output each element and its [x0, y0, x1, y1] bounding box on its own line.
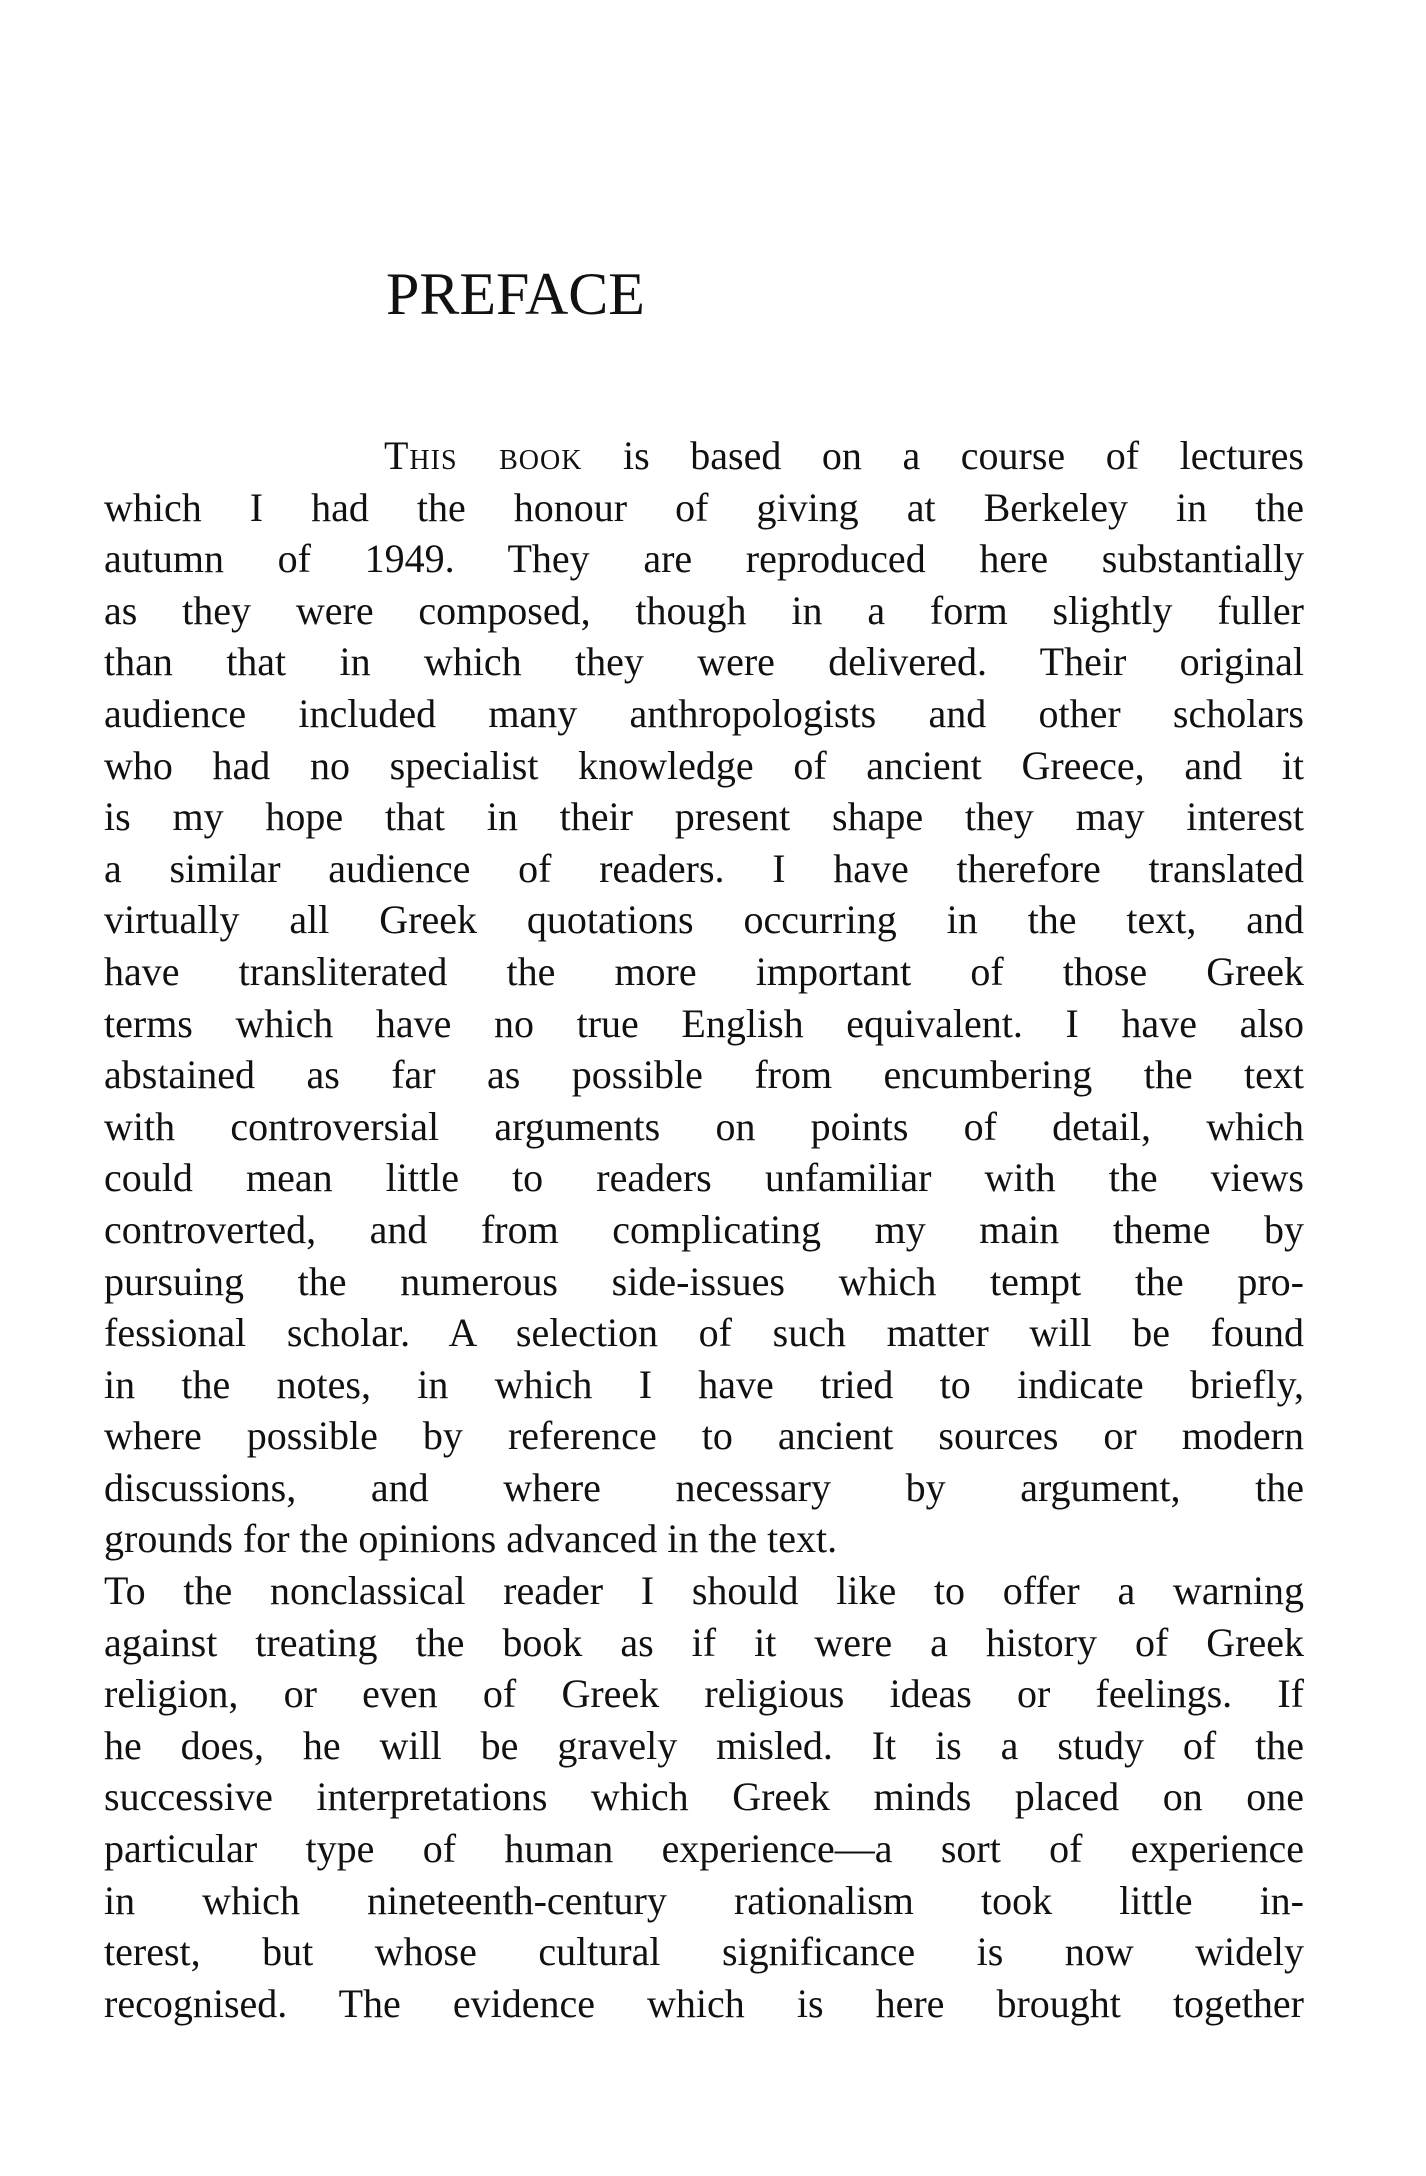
- text-line: grounds for the opinions advanced in the text.: [104, 1516, 838, 1562]
- text-line: against treating the book as if it were a history of Greek: [104, 1619, 1304, 1665]
- text-line: with controversial arguments on points of detail, which: [104, 1103, 1304, 1149]
- page-title: PREFACE: [386, 261, 645, 327]
- text-line: religion, or even of Greek religious ideas or feelings. If: [104, 1671, 1304, 1717]
- text-line: which I had the honour of giving at Berkeley in the: [104, 484, 1304, 530]
- text-line: controverted, and from complicating my main theme by: [104, 1206, 1304, 1252]
- text-line: than that in which they were delivered. Their original: [104, 639, 1304, 685]
- text-line: terms which have no true English equivalent. I have also: [104, 1000, 1304, 1046]
- text-line: discussions, and where necessary by argument, the: [104, 1464, 1304, 1510]
- text-line: who had no specialist knowledge of ancient Greece, and it: [104, 742, 1304, 788]
- lead-small-caps: This book: [384, 433, 583, 478]
- preface-body: [104, 430, 1304, 2029]
- text-line: particular type of human experience—a sort of experience: [104, 1826, 1304, 1872]
- text-line: virtually all Greek quotations occurring in the text, and: [104, 897, 1304, 943]
- text-line: pursuing the numerous side-issues which tempt the pro-: [104, 1258, 1304, 1304]
- text-line: in the notes, in which I have tried to indicate briefly,: [104, 1361, 1304, 1407]
- text-line: abstained as far as possible from encumbering the text: [104, 1052, 1304, 1098]
- text-line: could mean little to readers unfamiliar with the views: [104, 1155, 1304, 1201]
- text-line: a similar audience of readers. I have therefore translated: [104, 845, 1304, 891]
- paragraph-1-line-1: [104, 430, 1304, 482]
- text-line: autumn of 1949. They are reproduced here substantially: [104, 536, 1304, 582]
- text-line: recognised. The evidence which is here brought together: [104, 1980, 1304, 2026]
- text-line: he does, he will be gravely misled. It is a study of the: [104, 1722, 1304, 1768]
- text-line: where possible by reference to ancient sources or modern: [104, 1413, 1304, 1459]
- paragraph-2-line-1: To the nonclassical reader I should like to offer a warning: [104, 1568, 1304, 1614]
- text-line: successive interpretations which Greek minds placed on one: [104, 1774, 1304, 1820]
- text-line: is my hope that in their present shape they may interest: [104, 794, 1304, 840]
- text-line: fessional scholar. A selection of such matter will be found: [104, 1310, 1304, 1356]
- text-line: audience included many anthropologists and other scholars: [104, 690, 1304, 736]
- text-line: terest, but whose cultural significance is now widely: [104, 1929, 1304, 1975]
- text-line: is based on a course of lectures: [582, 433, 1304, 478]
- text-line: in which nineteenth-century rationalism took little in-: [104, 1877, 1304, 1923]
- text-line: as they were composed, though in a form slightly fuller: [104, 587, 1304, 633]
- text-line: have transliterated the more important of those Greek: [104, 948, 1304, 994]
